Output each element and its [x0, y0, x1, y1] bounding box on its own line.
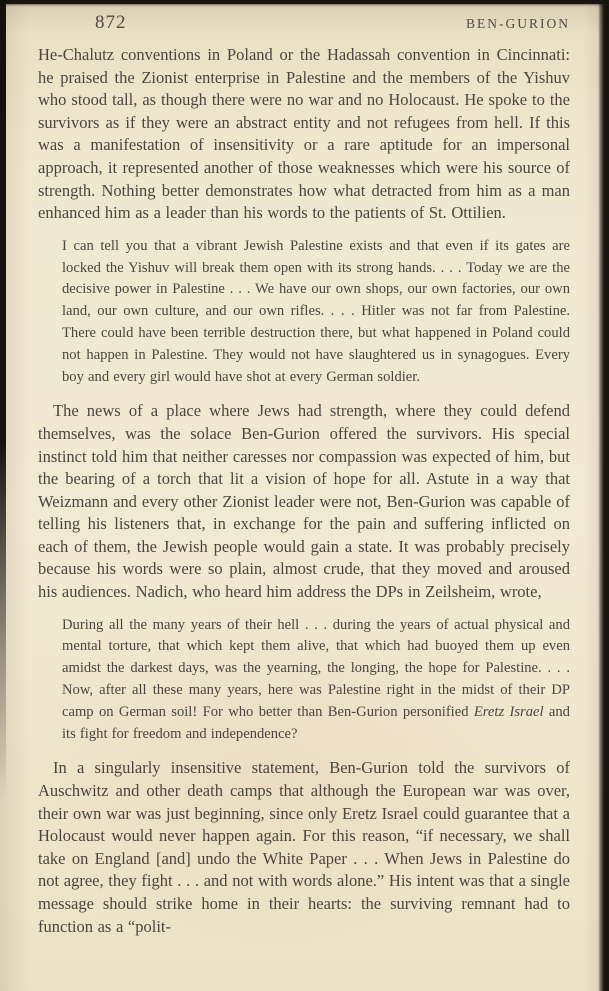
- running-head: BEN-GURION: [466, 16, 570, 31]
- block-quote-st-ottilien: I can tell you that a vibrant Jewish Palestine exists and that even if its gates are locked the Yishuv will break them open with its strong hands. . . . Today we are the decisive power in Palestine . . . We have our own shops, our own factories, our own land, our own culture, and our own rifles. . . . Hitler was not far from Palestine. There could have been terrible destruction there, but what happened in Poland could not happen in Palestine. They would not have slaughtered us in synagogues. Every boy and every girl would have shot at every German soldier.: [62, 237, 570, 385]
- block-quote-nadich-eretz-israel-italic: Eretz Israel: [473, 703, 544, 720]
- page-header: [38, 12, 570, 34]
- page-number: 872: [95, 12, 127, 33]
- body-paragraph-1: He-Chalutz conventions in Poland or the Hadassah convention in Cincinnati: he praised the Zionist enterprise in Palestine and the members of the Yishuv who stood tall, as though there were no war and no Holocaust. He spoke to the survivors as if they were an abstract entity and not refugees from hell. If this was a manifestation of insensitivity or a rare aptitude for an impersonal approach, it represented another of those weaknesses which were his source of strength. Nothing better demonstrates how what detracted from him as a man enhanced him as a leader than his words to the patients of St. Ottilien.: [38, 45, 570, 223]
- body-paragraph-3: In a singularly insensitive statement, Ben-Gurion told the survivors of Auschwitz and other death camps that although the European war was over, their own war was just beginning, since only Eretz Israel could guarantee that a Holocaust would never happen again. For this reason, “if necessary, we shall take on England [and] undo the White Paper . . . When Jews in Palestine do not agree, they fight . . . and not with words alone.” His intent was that a single message should strike home in their hearts: the surviving remnant had to function as a “polit-: [38, 758, 570, 936]
- block-quote-nadich-text-2: and its fight for freedom and independence?: [62, 703, 570, 742]
- body-paragraph-2: The news of a place where Jews had strength, where they could defend themselves, was the solace Ben-Gurion offered the survivors. His special instinct told him that neither caresses nor compassion was expected of him, but the bearing of a torch that lit a vision of hope for all. Astute in a way that Weizmann and every other Zionist leader were not, Ben-Gurion was capable of telling his listeners that, in exchange for the pain and suffering inflicted on each of them, the Jewish people would gain a state. It was probably precisely because his words were so plain, almost crude, that they moved and aroused his audiences. Nadich, who heard him address the DPs in Zeilsheim, wrote,: [38, 401, 570, 602]
- block-quote-nadich-text-1: During all the many years of their hell . . . during the years of actual physical and mental torture, that which kept them alive, that which had buoyed them up even amidst the darkest days, was the yearning, the longing, the hope for Palestine. . . . Now, after all these many years, here was Palestine right in the midst of their DP camp on German soil! For who better than Ben-Gurion personified: [62, 616, 570, 720]
- block-quote-nadich: [62, 615, 570, 746]
